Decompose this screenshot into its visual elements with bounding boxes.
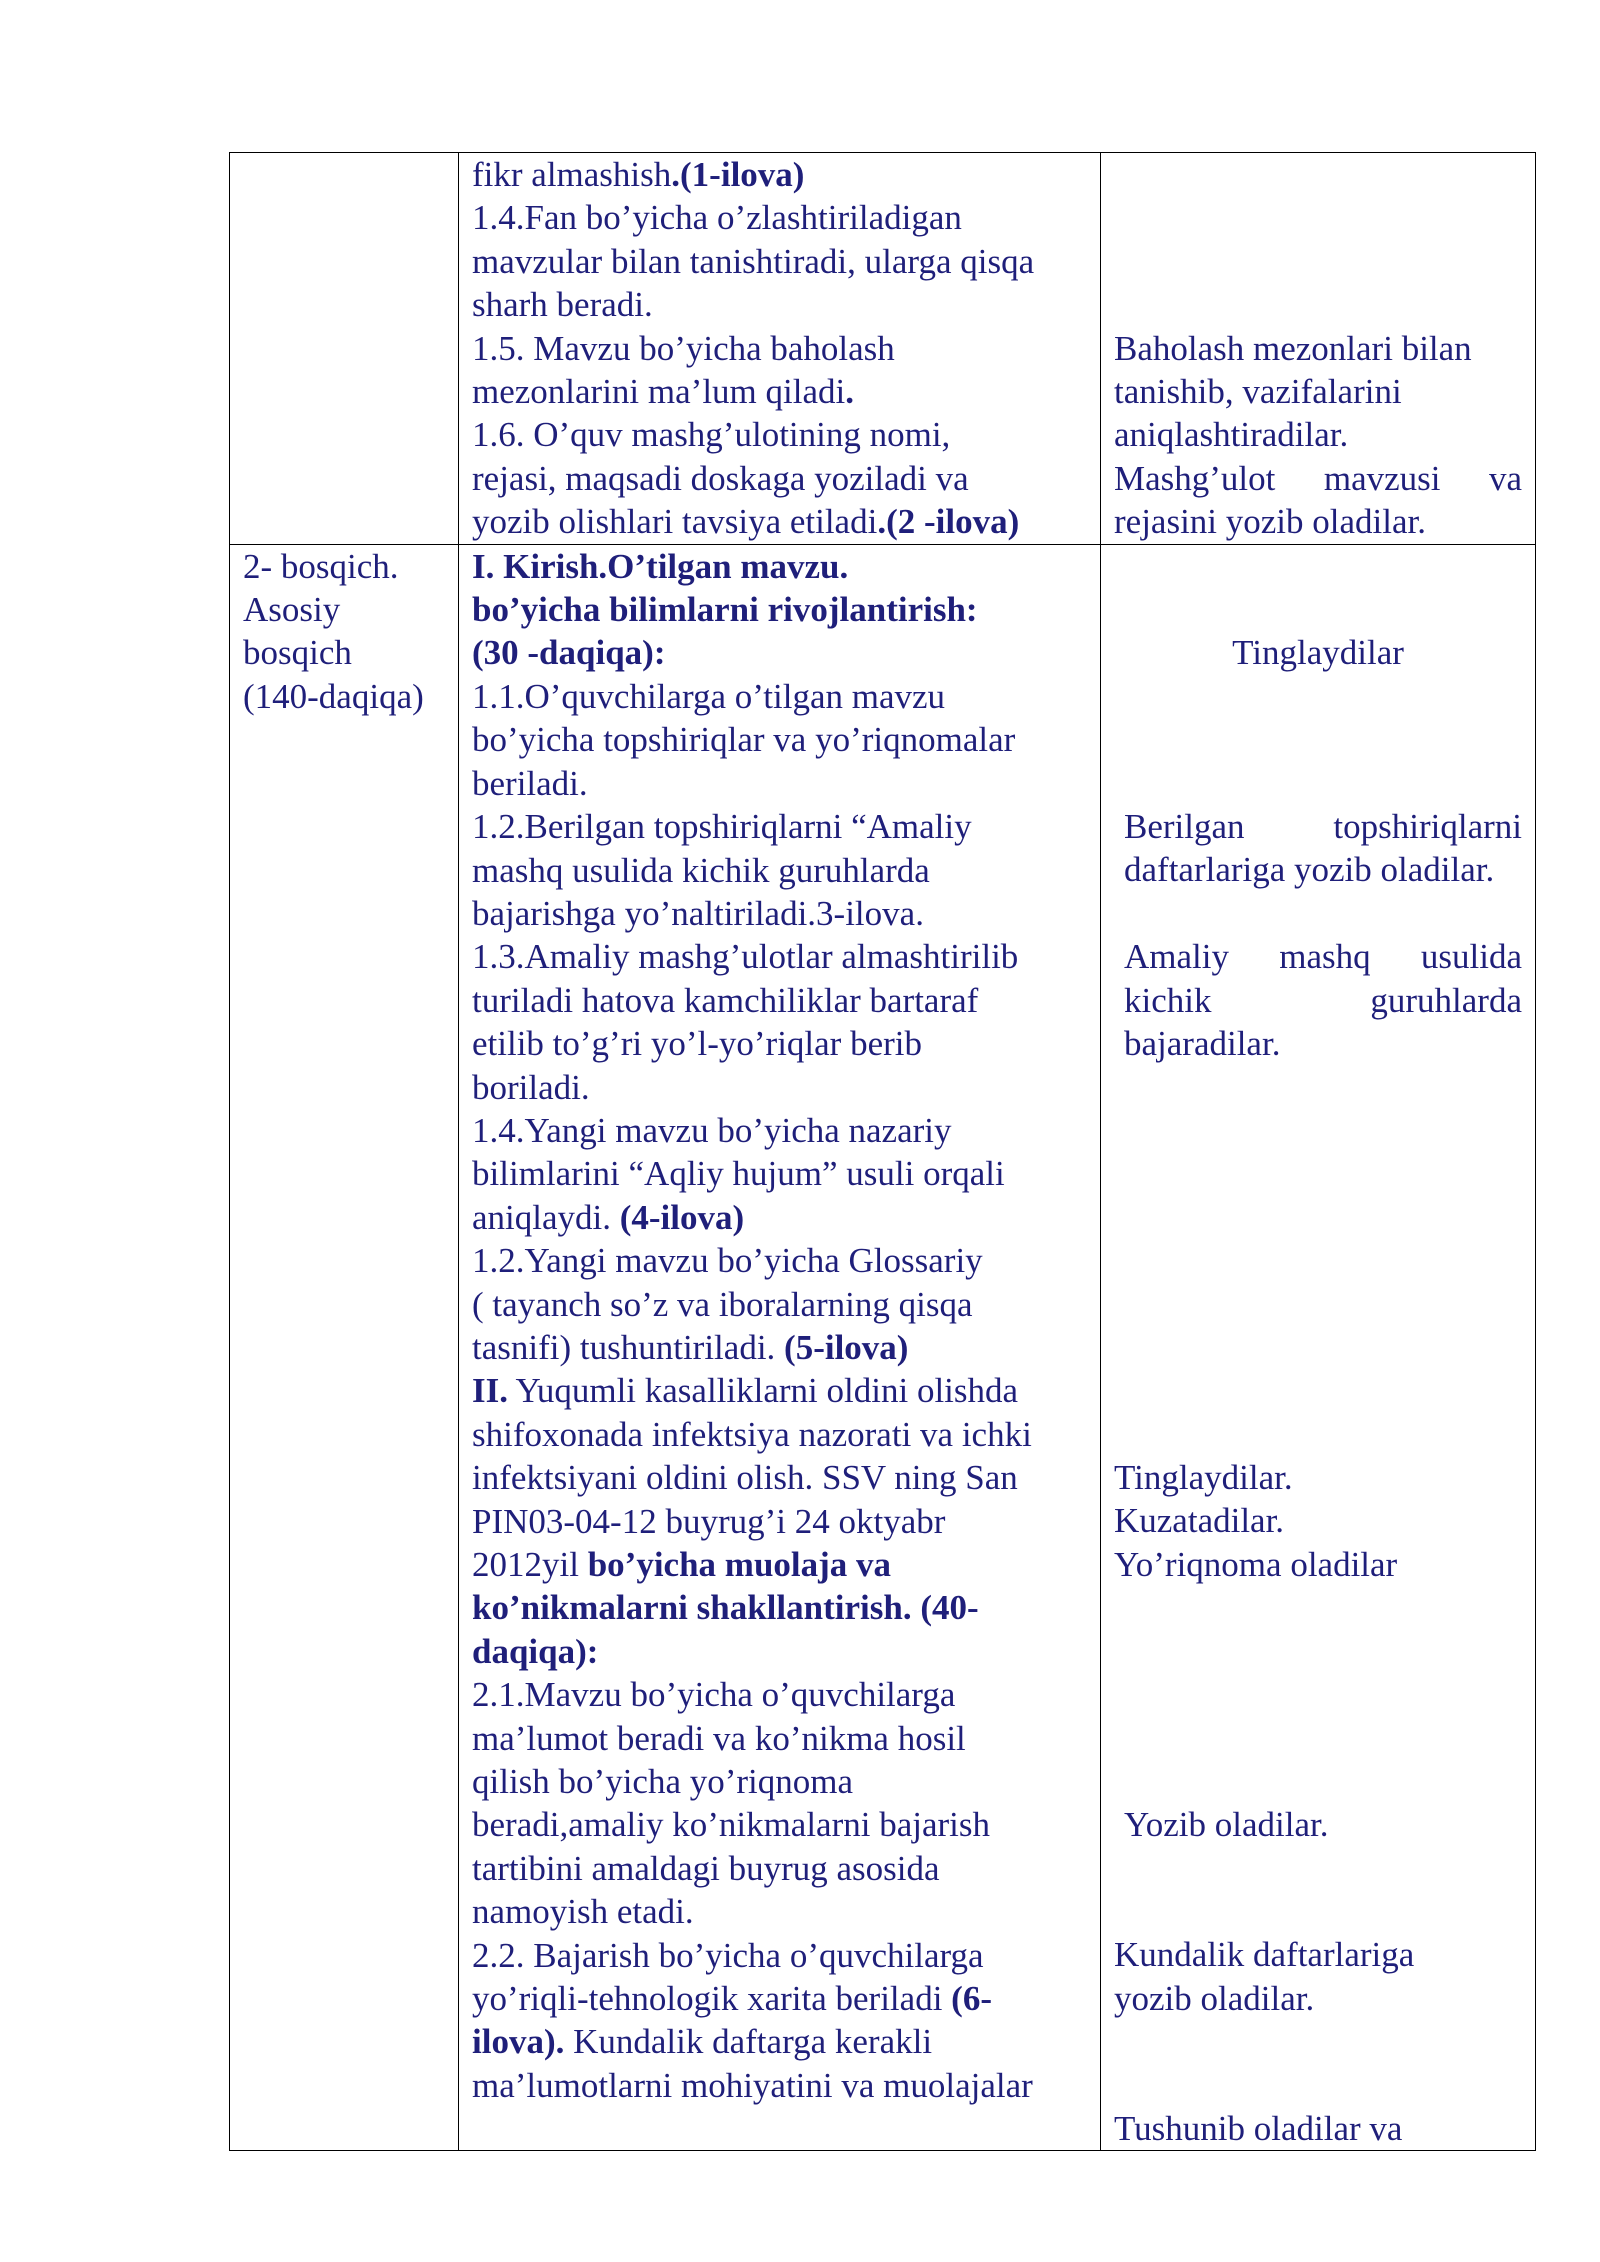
teacher-line (472, 1760, 1087, 1803)
blank-line (1114, 1760, 1522, 1803)
text: 2012yil (472, 1545, 588, 1584)
text: 1.1.O’quvchilarga o’tilgan mavzu (472, 676, 946, 716)
teacher-line (472, 1630, 1087, 1673)
student-line: bajaradilar. (1124, 1024, 1281, 1064)
blank-line (1114, 588, 1522, 631)
blank-line (1114, 1716, 1522, 1759)
teacher-line (472, 1022, 1087, 1065)
student-line: Kundalik daftarlariga (1114, 1935, 1415, 1975)
teacher-line (472, 545, 1087, 588)
blank-line (1114, 1152, 1522, 1195)
text: Kundalik daftarga kerakli (564, 2022, 933, 2062)
blank-line (1114, 1065, 1522, 1108)
teacher-line (472, 1152, 1087, 1195)
blank-line (1114, 1369, 1522, 1412)
teacher-line (472, 1456, 1087, 1499)
stage-line: 2- bosqich. (243, 546, 399, 586)
text: 2.1.Mavzu bo’yicha o’quvchilarga (472, 1675, 956, 1715)
blank-line (1114, 1847, 1522, 1890)
text: namoyish etadi. (472, 1892, 694, 1932)
teacher-line (472, 2064, 1087, 2107)
teacher-line (472, 892, 1087, 935)
teacher-line (472, 413, 1087, 456)
text: etilib to’g’ri yo’l-yo’riqlar berib (472, 1024, 922, 1064)
bold-text: .(1-ilova) (671, 155, 805, 194)
blank-line (1114, 1630, 1522, 1673)
teacher-line (472, 283, 1087, 326)
text: Yuqumli kasalliklarni oldini olishda (508, 1371, 1019, 1411)
text: 1.3.Amaliy mashg’ulotlar almashtirilib (472, 937, 1019, 977)
stage-cell (230, 153, 459, 545)
bold-text: (5-ilova) (784, 1327, 909, 1367)
bold-text: (30 -daqiqa): (472, 633, 666, 673)
blank-line (1114, 718, 1522, 761)
teacher-line (472, 979, 1087, 1022)
text: ma’lumot beradi va ko’nikma hosil (472, 1718, 966, 1758)
text: 1.4.Yangi mavzu bo’yicha nazariy (472, 1110, 952, 1150)
bold-text: I. Kirish.O’tilgan mavzu. (472, 546, 849, 586)
text: 2.2. Bajarish bo’yicha o’quvchilarga (472, 1935, 984, 1975)
text: yo’riqli-tehnologik xarita beriladi (472, 1979, 952, 2019)
lesson-plan-table (229, 152, 1536, 2151)
text: yozib olishlari tavsiya etiladi (472, 502, 878, 542)
teacher-line (472, 153, 1087, 196)
blank-line (1114, 545, 1522, 588)
teacher-line (472, 500, 1087, 543)
teacher-line (472, 2020, 1087, 2063)
teacher-line (472, 1413, 1087, 1456)
bold-text: (4-ilova) (619, 1197, 745, 1237)
student-line: Yozib oladilar. (1124, 1805, 1329, 1845)
text: bajarishga yo’naltiriladi.3-ilova. (472, 893, 924, 933)
table-row (230, 544, 1536, 2151)
teacher-line (472, 1977, 1087, 2020)
teacher-line (472, 1239, 1087, 1282)
text: 1.2.Berilgan topshiriqlarni “Amaliy (472, 807, 972, 847)
teacher-line (472, 327, 1087, 370)
text: ( tayanch so’z va iboralarning qisqa (472, 1284, 973, 1324)
blank-line (1114, 762, 1522, 805)
stage-line: bosqich (243, 633, 352, 673)
text: mavzular bilan tanishtiradi, ularga qisqa (472, 241, 1035, 281)
teacher-line (472, 1066, 1087, 1109)
teacher-line (472, 1673, 1087, 1716)
text: bilimlarini “Aqliy hujum” usuli orqali (472, 1154, 1005, 1194)
bold-text: .(2 -ilova) (877, 502, 1020, 542)
bold-text: (6- (951, 1979, 992, 2019)
teacher-line (472, 718, 1087, 761)
student-line: Mashg’ulot mavzusi va (1114, 458, 1522, 498)
blank-line (1114, 240, 1522, 283)
teacher-line (472, 1847, 1087, 1890)
teacher-line (472, 1586, 1087, 1629)
teacher-activity-cell (459, 153, 1101, 545)
blank-line (1114, 1326, 1522, 1369)
student-line: Baholash mezonlari bilan (1114, 328, 1472, 368)
student-line: kichik guruhlarda (1124, 980, 1522, 1020)
teacher-line (472, 1196, 1087, 1239)
student-line: daftarlariga yozib oladilar. (1124, 850, 1495, 890)
blank-line (1114, 1109, 1522, 1152)
bold-text: daqiqa): (472, 1631, 599, 1671)
teacher-line (472, 1890, 1087, 1933)
student-line: Tinglaydilar. (1114, 1457, 1293, 1497)
text: rejasi, maqsadi doskaga yoziladi va (472, 458, 969, 498)
student-line: Yo’riqnoma oladilar (1114, 1544, 1398, 1584)
text: sharh beradi. (472, 285, 653, 325)
bold-text: . (845, 372, 854, 412)
text: ma’lumotlarni mohiyatini va muolajalar (472, 2065, 1033, 2105)
teacher-line (472, 1500, 1087, 1543)
teacher-activity-cell (459, 544, 1101, 2151)
text: beradi,amaliy ko’nikmalarni bajarish (472, 1805, 991, 1845)
text: turiladi hatova kamchiliklar bartaraf (472, 980, 979, 1020)
blank-line (1114, 1196, 1522, 1239)
teacher-line (472, 196, 1087, 239)
stage-cell (230, 544, 459, 2151)
text: bo’yicha topshiriqlar va yo’riqnomalar (472, 720, 1016, 760)
blank-line (1114, 196, 1522, 239)
teacher-line (472, 240, 1087, 283)
teacher-line (472, 370, 1087, 413)
student-line: yozib oladilar. (1114, 1978, 1315, 2018)
teacher-line (472, 1109, 1087, 1152)
text: shifoxonada infektsiya nazorati va ichki (472, 1414, 1032, 1454)
student-line: aniqlashtiradilar. (1114, 415, 1349, 455)
teacher-line (472, 1803, 1087, 1846)
blank-line (1114, 1890, 1522, 1933)
student-line: Tinglaydilar (1232, 633, 1404, 673)
teacher-line (472, 1369, 1087, 1412)
student-activity-cell (1101, 153, 1536, 545)
student-line: rejasini yozib oladilar. (1114, 502, 1426, 542)
text: fikr almashish (472, 155, 672, 194)
bold-text: II. (472, 1371, 508, 1411)
teacher-line (472, 1326, 1087, 1369)
text: aniqlaydi. (472, 1197, 620, 1237)
stage-line: Asosiy (243, 590, 341, 630)
teacher-line (472, 1543, 1087, 1586)
text: PIN03-04-12 buyrug’i 24 oktyabr (472, 1501, 946, 1541)
text: 1.4.Fan bo’yicha o’zlashtiriladigan (472, 198, 962, 238)
student-line: Kuzatadilar. (1114, 1501, 1285, 1541)
teacher-line (472, 457, 1087, 500)
teacher-line (472, 1934, 1087, 1977)
text: tasnifi) tushuntiriladi. (472, 1327, 785, 1367)
bold-text: ilova). (472, 2022, 565, 2062)
blank-line (1114, 1413, 1522, 1456)
blank-line (1114, 153, 1522, 196)
bold-text: bo’yicha muolaja va (587, 1545, 892, 1584)
text: beriladi. (472, 763, 588, 803)
blank-line (1114, 892, 1522, 935)
bold-text: ko’nikmalarni shakllantirish. (40- (472, 1588, 979, 1628)
blank-line (1114, 283, 1522, 326)
text: 1.6. O’quv mashg’ulotining nomi, (472, 415, 951, 455)
table-row (230, 153, 1536, 545)
text: infektsiyani oldini olish. SSV ning San (472, 1458, 1018, 1498)
text: 1.5. Mavzu bo’yicha baholash (472, 328, 895, 368)
student-line: tanishib, vazifalarini (1114, 371, 1402, 411)
teacher-line (472, 805, 1087, 848)
blank-line (1114, 1282, 1522, 1325)
text: mashq usulida kichik guruhlarda (472, 850, 930, 890)
student-line: Tushunib oladilar va (1114, 2108, 1403, 2148)
text: boriladi. (472, 1067, 590, 1107)
blank-line (1114, 2064, 1522, 2107)
teacher-line (472, 762, 1087, 805)
student-line: Amaliy mashq usulida (1124, 937, 1522, 977)
teacher-line (472, 849, 1087, 892)
teacher-line (472, 1717, 1087, 1760)
blank-line (1114, 675, 1522, 718)
teacher-line (472, 588, 1087, 631)
teacher-line (472, 1283, 1087, 1326)
bold-text: bo’yicha bilimlarni rivojlantirish: (472, 590, 978, 630)
teacher-line (472, 675, 1087, 718)
blank-line (1114, 1586, 1522, 1629)
text: 1.2.Yangi mavzu bo’yicha Glossariy (472, 1241, 983, 1281)
student-line: Berilgan topshiriqlarni (1124, 807, 1522, 847)
text: tartibini amaldagi buyrug asosida (472, 1848, 940, 1888)
text: mezonlarini ma’lum qiladi (472, 372, 846, 412)
blank-line (1114, 2020, 1522, 2063)
blank-line (1114, 1673, 1522, 1716)
teacher-line (472, 631, 1087, 674)
student-activity-cell (1101, 544, 1536, 2151)
teacher-line (472, 935, 1087, 978)
blank-line (1114, 1239, 1522, 1282)
text: qilish bo’yicha yo’riqnoma (472, 1762, 854, 1802)
stage-line: (140-daqiqa) (243, 676, 424, 716)
